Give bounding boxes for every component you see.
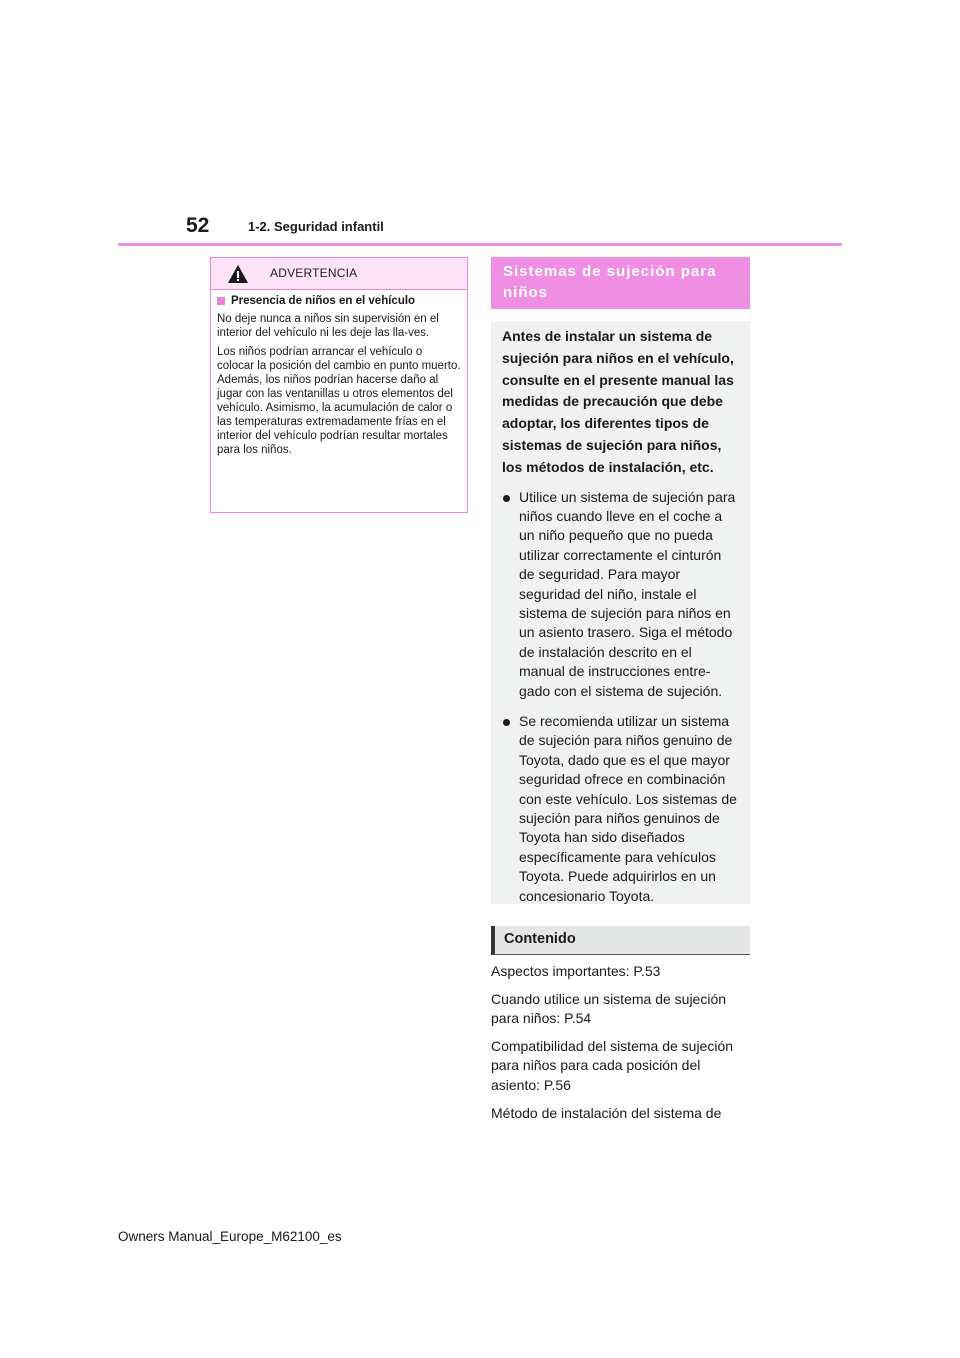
warning-header [211,258,467,290]
warning-subheading [217,295,461,307]
warning-box [210,257,468,513]
contents-item[interactable]: Cuando utilice un sistema de sujeción para niños: P.54 [491,990,727,1027]
contents-list [491,962,753,1131]
bullet-text: Utilice un sistema de sujeción para niños cuando lleve en el coche a un niño pequeño que no pueda utilizar correctamente el cinturón de seguridad. Para mayor seguridad del niño, instale el sistema de sujeción para niños en un asiento trasero. Siga el método de instalación descrito en el manual de instrucciones entre-gado con el sistema de sujeción. [519,488,736,699]
bullet-dot-icon [503,719,510,726]
list-item [502,488,740,701]
warning-body [211,290,467,457]
section-title: 1-2. Seguridad infantil [248,219,384,234]
warning-paragraph: Los niños podrían arrancar el vehículo o colocar la posición del cambio en punto muerto. Además, los niños podrían hacerse daño al jugar con las ventanillas u otros elementos del vehículo. Asimismo, la acumulación de calor o las temperaturas extremadamente frías en el interior del vehículo podrían resultar mortales para los niños. [217,346,461,456]
header-rule [118,243,842,246]
page-number: 52 [186,214,210,237]
warning-paragraph: No deje nunca a niños sin supervisión en el interior del vehículo ni les deje las lla-ves. [217,313,439,339]
warning-title: ADVERTENCIA [270,266,358,280]
square-bullet-icon [217,297,225,305]
contents-heading [491,926,750,955]
contents-item[interactable]: Método de instalación del sistema de [491,1104,722,1121]
contents-heading-text: Contenido [504,931,576,947]
contents-item[interactable]: Compatibilidad del sistema de sujeción para niños para cada posición del asiento: P.56 [491,1037,734,1093]
intro-text: Antes de instalar un sistema de sujeción para niños en el vehículo, consulte en el presente manual las medidas de precaución que debe adoptar, los diferentes tipos de sistemas de sujeción para niños, los métodos de instalación, etc. [502,328,734,475]
footer-text: Owners Manual_Europe_M62100_es [118,1229,342,1244]
list-item [502,712,740,906]
bullet-text: Se recomienda utilizar un sistema de sujeción para niños genuino de Toyota, dado que es el que mayor seguridad ofrece en combinación con este vehículo. Los sistemas de sujeción para niños genuinos de Toyota han sido diseñados específicamente para vehículos Toyota. Puede adquirirlos en un concesionario Toyota. [519,713,737,904]
intro-panel [491,321,750,904]
bullet-dot-icon [503,495,510,502]
warning-subheading-text: Presencia de niños en el vehículo [231,295,416,307]
contents-item[interactable]: Aspectos importantes: P.53 [491,963,661,979]
section-heading-text: Sistemas de sujeción para niños [503,263,717,301]
section-heading [491,257,750,309]
warning-triangle-icon [227,264,249,284]
